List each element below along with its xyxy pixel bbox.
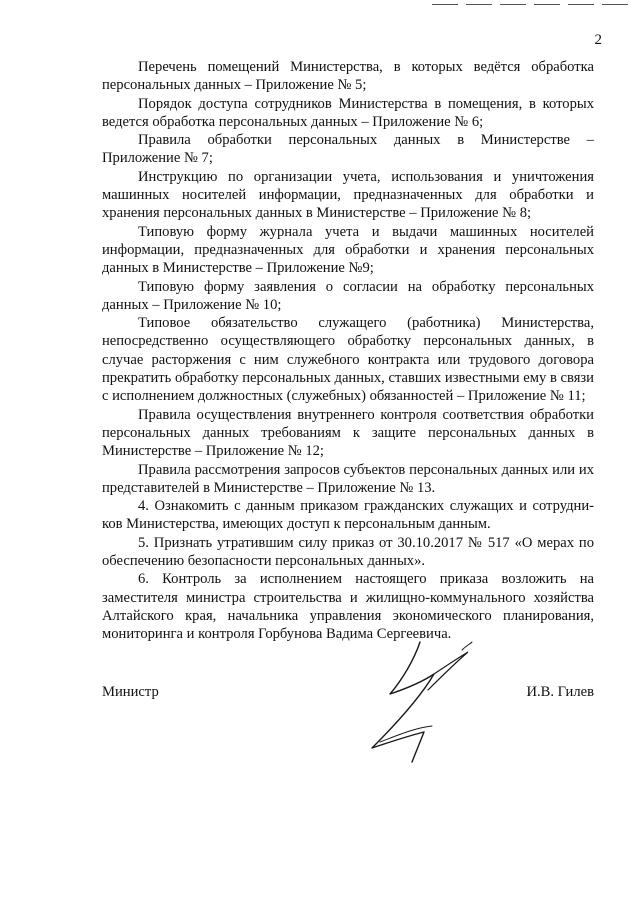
page-number: 2 [594,32,602,48]
signatory-title: Министр [102,684,159,700]
paragraph-annex-12: Правила осуществления внутреннего контроля соответствия обработки персональных данных требованиям к защите персональных данных в Министерстве – Приложение № 12; [102,406,594,460]
top-edge-line [432,4,632,5]
paragraph-annex-5: Перечень помещений Министерства, в которых ведётся обработка персональных данных – Приложение № 5; [102,59,594,94]
paragraph-annex-11: Типовое обязательство служащего (работника) Министерства, непосредственно осуществляющего обработку персональных данных, в случае расторжения с ним служебного контракта или трудового договора прекратить обработку персональных данных, ставших известными ему в связи с исполнением должностных (служебных) обязанностей – Приложение № 11; [102,315,594,405]
paragraph-item-6: 6. Контроль за исполнением настоящего приказа возложить на заместителя министра строительства и жилищно-коммунального хозяйства Алтайского края, начальника управления экономического планирования, мониторинга и контроля Горбунова Вадима Сергеевича. [102,571,594,643]
signatory-name: И.В. Гилев [526,684,594,700]
document-body [102,58,594,644]
paragraph-annex-8: Инструкцию по организации учета, использования и уничтожения машинных носителей информации, предназначенных для обработки и хранения персональных данных в Министерстве – Приложение № 8; [102,168,594,222]
paragraph-annex-9: Типовую форму журнала учета и выдачи машинных носителей информации, предназначенных для обработки и хранения персональных данных в Министерстве – Приложение №9; [102,223,594,277]
paragraph-annex-10: Типовую форму заявления о согласии на обработку персональных данных – Приложение № 10; [102,278,594,313]
handwritten-signature [350,636,480,764]
paragraph-annex-7: Правила обработки персональных данных в Министерстве – Приложение № 7; [102,132,594,167]
paragraph-item-5: 5. Признать утратившим силу приказ от 30.10.2017 № 517 «О мерах по обеспечению безопасности персональных данных». [102,534,594,570]
paragraph-annex-13: Правила рассмотрения запросов субъектов персональных данных или их представителей в Министерстве – Приложение № 13. [102,461,594,496]
paragraph-annex-6: Порядок доступа сотрудников Министерства в помещения, в которых ведется обработка персональных данных – Приложение № 6; [102,95,594,130]
paragraph-item-4: 4. Ознакомить с данным приказом гражданских служащих и сотрудни-ков Министерства, имеющих доступ к персональным данным. [102,498,594,533]
